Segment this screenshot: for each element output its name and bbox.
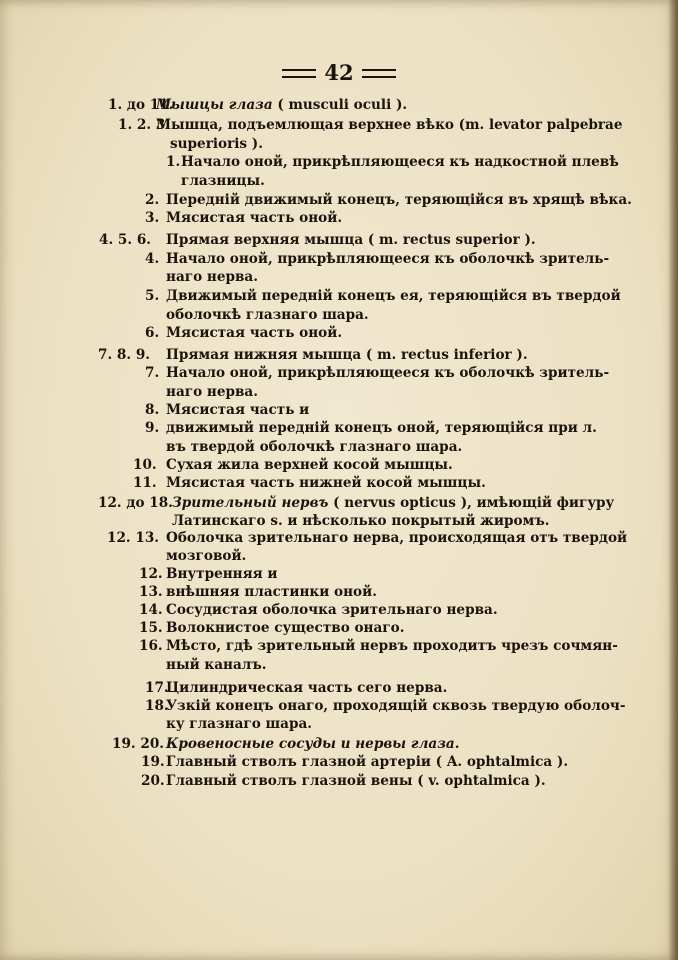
header-rule-right	[362, 69, 396, 78]
italic-heading: Зрительный нервъ	[172, 495, 329, 511]
text-line	[166, 735, 459, 753]
item-number: 20.	[141, 773, 165, 789]
item-number: 19.	[141, 754, 165, 770]
text-line: въ твердой оболочкѣ глазнаго шара.	[166, 439, 463, 455]
text-line: Мясистая часть и	[166, 402, 310, 418]
text-line: Цилиндрическая часть сего нерва.	[166, 680, 448, 696]
item-number: 6.	[145, 325, 160, 341]
text-line: ный каналъ.	[166, 657, 267, 673]
item-number: 8.	[145, 402, 160, 418]
text-line: Сосудистая оболочка зрительнаго нерва.	[166, 602, 498, 618]
text-line: Зрительный нервъ ( nervus opticus ), имѣющій фигуру	[172, 495, 615, 511]
item-number: 4. 5. 6.	[99, 232, 152, 248]
text-line: Главный стволъ глазной артеріи ( A. ophtalmica ).	[166, 754, 569, 770]
text-line: Передній движимый конецъ, теряющійся въ хрящѣ вѣка.	[166, 192, 632, 208]
item-number: 12. 13.	[107, 530, 160, 546]
text-line: наго нерва.	[166, 384, 258, 400]
text-line: ку глазнаго шара.	[166, 716, 313, 732]
text-line: Внутренняя и	[166, 566, 278, 582]
item-number: 15.	[139, 620, 163, 636]
italic-heading: Мышцы глаза	[156, 97, 273, 113]
text-line: Мясистая часть оной.	[166, 325, 343, 341]
italic-heading: Кровеносные сосуды и нервы глаза.	[166, 736, 460, 752]
item-number: 7.	[145, 365, 160, 381]
text-line: Мясистая часть нижней косой мышцы.	[166, 475, 486, 491]
item-number: 1.	[166, 154, 181, 170]
text-line: Волокнистое существо онаго.	[166, 620, 405, 636]
text-line: Прямая нижняя мышца ( m. rectus inferior ).	[166, 347, 528, 363]
item-number: 3.	[145, 210, 160, 226]
text-line: Главный стволъ глазной вены ( v. ophtalmica ).	[166, 773, 546, 789]
item-number: 4.	[145, 251, 160, 267]
item-number: 14.	[139, 602, 163, 618]
text-line: Начало оной, прикрѣпляющееся къ надкостной плевѣ	[181, 154, 619, 170]
text-line: Сухая жила верхней косой мышцы.	[166, 457, 453, 473]
text-line: Оболочка зрительнаго нерва, происходящая отъ твердой	[166, 530, 628, 546]
item-number: 10.	[133, 457, 157, 473]
text-line: superioris ).	[170, 136, 263, 152]
item-number: 12.	[139, 566, 163, 582]
text-line: Прямая верхняя мышца ( m. rectus superior ).	[166, 232, 536, 248]
item-number: 9.	[145, 420, 160, 436]
text-line: Мѣсто, гдѣ зрительный нервъ проходитъ чрезъ сочмян-	[166, 638, 618, 654]
text-line: Начало оной, прикрѣпляющееся къ оболочкѣ зритель-	[166, 251, 610, 267]
item-number: 2.	[145, 192, 160, 208]
text-line: наго нерва.	[166, 269, 258, 285]
text-line: Латинскаго s. и нѣсколько покрытый жиромъ.	[172, 513, 550, 529]
item-number: 19. 20.	[112, 736, 165, 752]
item-number: 12. до 18.	[98, 495, 173, 511]
item-number: 1. 2. 3.	[118, 117, 171, 133]
text-line: Начало оной, прикрѣпляющееся къ оболочкѣ зритель-	[166, 365, 610, 381]
item-number: 5.	[145, 288, 160, 304]
text-line: глазницы.	[181, 173, 265, 189]
item-number: 1. до 11.	[108, 97, 174, 113]
item-number: 17.	[145, 680, 169, 696]
item-number: 16.	[139, 638, 163, 654]
page-header	[0, 60, 678, 86]
item-number: 18.	[145, 698, 169, 714]
text-line: Мышца, подъемлющая верхнее вѣко (m. levator palpebrae	[156, 117, 623, 133]
item-number: 11.	[133, 475, 157, 491]
header-rule-left	[282, 69, 316, 78]
text-line: Мышцы глаза ( musculi oculi ).	[156, 97, 408, 113]
text-line: Мясистая часть оной.	[166, 210, 343, 226]
text-line: оболочкѣ глазнаго шара.	[166, 307, 369, 323]
text-line: мозговой.	[166, 548, 247, 564]
page-number: 42	[324, 60, 354, 85]
text-line: Узкій конецъ онаго, проходящій сквозь твердую оболоч-	[166, 698, 626, 714]
text-line: внѣшняя пластинки оной.	[166, 584, 377, 600]
text-line: Движимый передній конецъ ея, теряющійся въ твердой	[166, 288, 621, 304]
item-number: 13.	[139, 584, 163, 600]
scan-edge-shadow	[668, 0, 678, 960]
text-line: движимый передній конецъ оной, теряющійся при л.	[166, 420, 597, 436]
item-number: 7. 8. 9.	[98, 347, 151, 363]
